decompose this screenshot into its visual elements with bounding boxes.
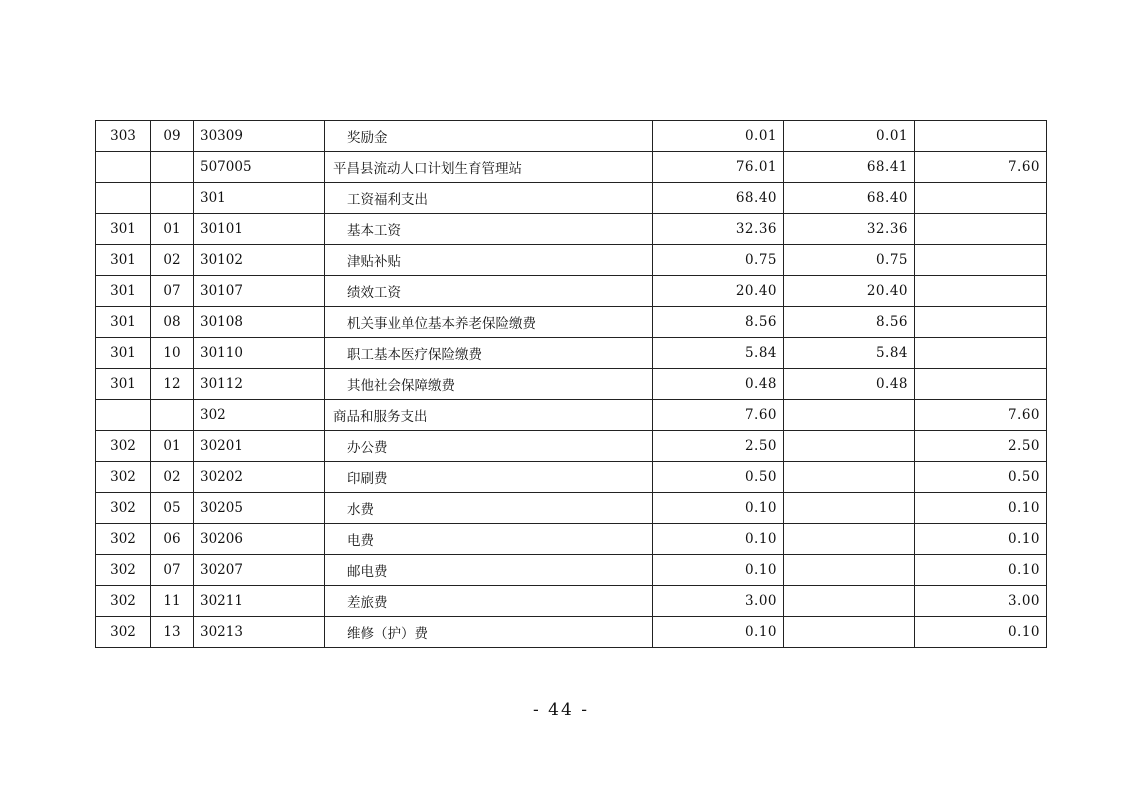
cell-total: 2.50: [653, 431, 784, 462]
cell-project-expenditure: 0.10: [915, 493, 1047, 524]
cell-section-code: 02: [151, 245, 194, 276]
table-row: [96, 121, 1047, 152]
cell-project-expenditure: 7.60: [915, 400, 1047, 431]
cell-section-code: 02: [151, 462, 194, 493]
cell-class-code: [96, 152, 151, 183]
cell-total: 32.36: [653, 214, 784, 245]
cell-item-code: 30207: [194, 555, 325, 586]
cell-project-expenditure: [915, 338, 1047, 369]
table-row: [96, 214, 1047, 245]
cell-section-code: 11: [151, 586, 194, 617]
cell-basic-expenditure: 32.36: [784, 214, 915, 245]
cell-item-name: 水费: [325, 493, 653, 524]
table-row: [96, 524, 1047, 555]
cell-class-code: [96, 400, 151, 431]
cell-class-code: 302: [96, 617, 151, 648]
cell-total: 0.50: [653, 462, 784, 493]
cell-project-expenditure: 3.00: [915, 586, 1047, 617]
cell-project-expenditure: 0.50: [915, 462, 1047, 493]
cell-item-code: 30309: [194, 121, 325, 152]
cell-item-code: 30112: [194, 369, 325, 400]
table-row: [96, 617, 1047, 648]
cell-total: 76.01: [653, 152, 784, 183]
cell-class-code: 301: [96, 276, 151, 307]
cell-section-code: 10: [151, 338, 194, 369]
cell-section-code: 07: [151, 555, 194, 586]
table-row: [96, 276, 1047, 307]
cell-basic-expenditure: [784, 555, 915, 586]
cell-item-name: 平昌县流动人口计划生育管理站: [325, 152, 653, 183]
cell-total: 0.10: [653, 555, 784, 586]
table-row: [96, 183, 1047, 214]
cell-item-name: 办公费: [325, 431, 653, 462]
cell-item-name: 奖励金: [325, 121, 653, 152]
cell-item-code: 301: [194, 183, 325, 214]
cell-class-code: 301: [96, 338, 151, 369]
cell-item-code: 30108: [194, 307, 325, 338]
cell-total: 0.01: [653, 121, 784, 152]
cell-total: 5.84: [653, 338, 784, 369]
cell-project-expenditure: 7.60: [915, 152, 1047, 183]
cell-item-code: 30101: [194, 214, 325, 245]
cell-item-code: 30202: [194, 462, 325, 493]
cell-section-code: 01: [151, 431, 194, 462]
cell-class-code: 303: [96, 121, 151, 152]
cell-class-code: 301: [96, 245, 151, 276]
cell-total: 3.00: [653, 586, 784, 617]
cell-basic-expenditure: [784, 586, 915, 617]
cell-item-code: 507005: [194, 152, 325, 183]
table-row: [96, 307, 1047, 338]
table-body: [96, 121, 1047, 648]
cell-total: 7.60: [653, 400, 784, 431]
cell-project-expenditure: [915, 245, 1047, 276]
table-row: [96, 369, 1047, 400]
cell-total: 0.10: [653, 493, 784, 524]
cell-class-code: 302: [96, 524, 151, 555]
cell-project-expenditure: [915, 369, 1047, 400]
cell-item-name: 机关事业单位基本养老保险缴费: [325, 307, 653, 338]
cell-item-name: 商品和服务支出: [325, 400, 653, 431]
cell-item-name: 基本工资: [325, 214, 653, 245]
cell-section-code: [151, 183, 194, 214]
cell-project-expenditure: 0.10: [915, 617, 1047, 648]
cell-class-code: 302: [96, 493, 151, 524]
table-row: [96, 493, 1047, 524]
cell-class-code: 301: [96, 214, 151, 245]
cell-class-code: [96, 183, 151, 214]
cell-item-code: 30102: [194, 245, 325, 276]
cell-basic-expenditure: 68.40: [784, 183, 915, 214]
cell-basic-expenditure: 0.01: [784, 121, 915, 152]
cell-basic-expenditure: [784, 431, 915, 462]
cell-section-code: 08: [151, 307, 194, 338]
cell-item-name: 绩效工资: [325, 276, 653, 307]
cell-total: 0.75: [653, 245, 784, 276]
table-row: [96, 152, 1047, 183]
cell-project-expenditure: 2.50: [915, 431, 1047, 462]
cell-basic-expenditure: [784, 617, 915, 648]
table-row: [96, 400, 1047, 431]
table-row: [96, 462, 1047, 493]
cell-item-name: 差旅费: [325, 586, 653, 617]
cell-section-code: [151, 152, 194, 183]
cell-item-name: 工资福利支出: [325, 183, 653, 214]
cell-class-code: 301: [96, 307, 151, 338]
cell-basic-expenditure: 0.48: [784, 369, 915, 400]
cell-item-name: 职工基本医疗保险缴费: [325, 338, 653, 369]
cell-item-name: 维修（护）费: [325, 617, 653, 648]
cell-total: 0.48: [653, 369, 784, 400]
cell-item-code: 30110: [194, 338, 325, 369]
cell-total: 0.10: [653, 617, 784, 648]
cell-class-code: 302: [96, 462, 151, 493]
cell-section-code: 07: [151, 276, 194, 307]
cell-section-code: 12: [151, 369, 194, 400]
cell-item-code: 30107: [194, 276, 325, 307]
cell-basic-expenditure: 68.41: [784, 152, 915, 183]
cell-basic-expenditure: 5.84: [784, 338, 915, 369]
cell-section-code: 09: [151, 121, 194, 152]
cell-class-code: 302: [96, 431, 151, 462]
cell-basic-expenditure: [784, 400, 915, 431]
table-row: [96, 338, 1047, 369]
table-row: [96, 586, 1047, 617]
page-number: - 44 -: [533, 700, 589, 720]
cell-section-code: 05: [151, 493, 194, 524]
cell-total: 20.40: [653, 276, 784, 307]
cell-class-code: 302: [96, 586, 151, 617]
cell-total: 8.56: [653, 307, 784, 338]
cell-class-code: 301: [96, 369, 151, 400]
cell-basic-expenditure: [784, 493, 915, 524]
cell-project-expenditure: 0.10: [915, 524, 1047, 555]
table-row: [96, 431, 1047, 462]
cell-item-name: 津贴补贴: [325, 245, 653, 276]
cell-item-code: 30205: [194, 493, 325, 524]
cell-item-name: 印刷费: [325, 462, 653, 493]
cell-project-expenditure: 0.10: [915, 555, 1047, 586]
cell-section-code: 13: [151, 617, 194, 648]
budget-table: [95, 120, 1047, 648]
cell-basic-expenditure: 20.40: [784, 276, 915, 307]
cell-project-expenditure: [915, 214, 1047, 245]
cell-project-expenditure: [915, 121, 1047, 152]
cell-item-code: 30213: [194, 617, 325, 648]
table-row: [96, 245, 1047, 276]
cell-total: 0.10: [653, 524, 784, 555]
cell-item-code: 302: [194, 400, 325, 431]
cell-total: 68.40: [653, 183, 784, 214]
cell-item-code: 30211: [194, 586, 325, 617]
cell-basic-expenditure: 8.56: [784, 307, 915, 338]
cell-basic-expenditure: 0.75: [784, 245, 915, 276]
cell-section-code: 01: [151, 214, 194, 245]
cell-project-expenditure: [915, 183, 1047, 214]
cell-basic-expenditure: [784, 462, 915, 493]
cell-item-name: 电费: [325, 524, 653, 555]
cell-class-code: 302: [96, 555, 151, 586]
cell-section-code: [151, 400, 194, 431]
cell-item-name: 邮电费: [325, 555, 653, 586]
table-row: [96, 555, 1047, 586]
cell-project-expenditure: [915, 307, 1047, 338]
cell-item-code: 30206: [194, 524, 325, 555]
cell-section-code: 06: [151, 524, 194, 555]
cell-project-expenditure: [915, 276, 1047, 307]
cell-basic-expenditure: [784, 524, 915, 555]
cell-item-name: 其他社会保障缴费: [325, 369, 653, 400]
cell-item-code: 30201: [194, 431, 325, 462]
